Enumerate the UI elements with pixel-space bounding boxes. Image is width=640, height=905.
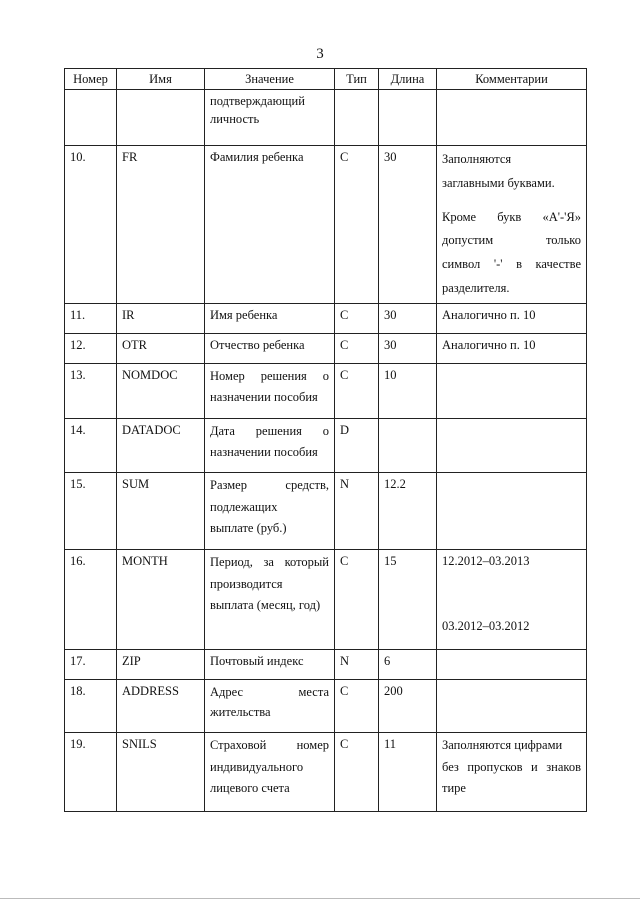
- cell-imya: ZIP: [117, 649, 205, 679]
- cell-comment: Заполняются цифрами без пропусков и знаков тире: [437, 732, 587, 811]
- cell-znachenie: Почтовый индекс: [205, 649, 335, 679]
- table-row: [65, 679, 587, 732]
- cell-tip: [335, 90, 379, 146]
- cell-comment: [437, 90, 587, 146]
- cell-nomer: 13.: [65, 363, 117, 418]
- cell-dlina: 30: [379, 333, 437, 363]
- cell-tip: N: [335, 472, 379, 549]
- cell-nomer: 10.: [65, 146, 117, 304]
- cell-comment: [437, 679, 587, 732]
- header-imya: Имя: [117, 69, 205, 90]
- cell-znachenie: Номер решения о назначении пособия: [205, 363, 335, 418]
- cell-nomer: 18.: [65, 679, 117, 732]
- cell-comment: Аналогично п. 10: [437, 303, 587, 333]
- cell-znachenie: Фамилия ребенка: [205, 146, 335, 304]
- cell-znachenie: подтверждающий личность: [205, 90, 335, 146]
- comment-period-bottom: 03.2012–03.2012: [442, 618, 530, 633]
- table-row: [65, 649, 587, 679]
- cell-nomer: 16.: [65, 549, 117, 649]
- table-row: [65, 303, 587, 333]
- cell-znachenie: Отчество ребенка: [205, 333, 335, 363]
- cell-imya: MONTH: [117, 549, 205, 649]
- table-row: [65, 90, 587, 146]
- cell-dlina: 200: [379, 679, 437, 732]
- table-row: [65, 418, 587, 472]
- cell-dlina: 15: [379, 549, 437, 649]
- cell-tip: C: [335, 679, 379, 732]
- cell-tip: C: [335, 333, 379, 363]
- cell-dlina: 30: [379, 303, 437, 333]
- cell-imya: OTR: [117, 333, 205, 363]
- cell-dlina: 11: [379, 732, 437, 811]
- cell-comment: [437, 549, 587, 649]
- page-bottom-edge: [0, 898, 640, 899]
- cell-tip: C: [335, 549, 379, 649]
- cell-znachenie: Адрес места жительства: [205, 679, 335, 732]
- table-row: [65, 549, 587, 649]
- comment-period-top: 12.2012–03.2013: [442, 553, 530, 568]
- cell-tip: C: [335, 732, 379, 811]
- table-row: [65, 333, 587, 363]
- header-dlina: Длина: [379, 69, 437, 90]
- cell-tip: C: [335, 363, 379, 418]
- cell-tip: C: [335, 146, 379, 304]
- cell-imya: [117, 90, 205, 146]
- cell-nomer: 14.: [65, 418, 117, 472]
- cell-nomer: 17.: [65, 649, 117, 679]
- header-nomer: Номер: [65, 69, 117, 90]
- cell-nomer: [65, 90, 117, 146]
- cell-comment: [437, 363, 587, 418]
- cell-comment: Заполняются заглавными буквами. Кроме букв «А'-'Я» допустим только символ '-' в качестве разделителя.: [437, 146, 587, 304]
- cell-nomer: 11.: [65, 303, 117, 333]
- cell-nomer: 15.: [65, 472, 117, 549]
- cell-tip: D: [335, 418, 379, 472]
- cell-nomer: 12.: [65, 333, 117, 363]
- cell-imya: SUM: [117, 472, 205, 549]
- cell-znachenie: Размер средств, подлежащих выплате (руб.): [205, 472, 335, 549]
- cell-tip: N: [335, 649, 379, 679]
- cell-dlina: 10: [379, 363, 437, 418]
- header-kommentarii: Комментарии: [437, 69, 587, 90]
- cell-imya: SNILS: [117, 732, 205, 811]
- page-number: 3: [316, 46, 324, 62]
- cell-znachenie: Имя ребенка: [205, 303, 335, 333]
- cell-imya: ADDRESS: [117, 679, 205, 732]
- header-znachenie: Значение: [205, 69, 335, 90]
- table-row: [65, 146, 587, 304]
- cell-nomer: 19.: [65, 732, 117, 811]
- header-tip: Тип: [335, 69, 379, 90]
- cell-znachenie: Страховой номер индивидуального лицевого счета: [205, 732, 335, 811]
- cell-imya: FR: [117, 146, 205, 304]
- table-row: [65, 732, 587, 811]
- cell-znachenie: Дата решения о назначении пособия: [205, 418, 335, 472]
- cell-imya: IR: [117, 303, 205, 333]
- table-row: [65, 472, 587, 549]
- fields-table: [64, 68, 587, 812]
- cell-dlina: 6: [379, 649, 437, 679]
- cell-imya: DATADOC: [117, 418, 205, 472]
- cell-comment: Аналогично п. 10: [437, 333, 587, 363]
- cell-comment: [437, 418, 587, 472]
- cell-tip: C: [335, 303, 379, 333]
- cell-imya: NOMDOC: [117, 363, 205, 418]
- table-row: [65, 363, 587, 418]
- cell-dlina: 12.2: [379, 472, 437, 549]
- cell-dlina: [379, 90, 437, 146]
- cell-dlina: [379, 418, 437, 472]
- cell-dlina: 30: [379, 146, 437, 304]
- cell-comment: [437, 472, 587, 549]
- cell-znachenie: Период, за который производится выплата (месяц, год): [205, 549, 335, 649]
- table-header-row: [65, 69, 587, 90]
- cell-comment: [437, 649, 587, 679]
